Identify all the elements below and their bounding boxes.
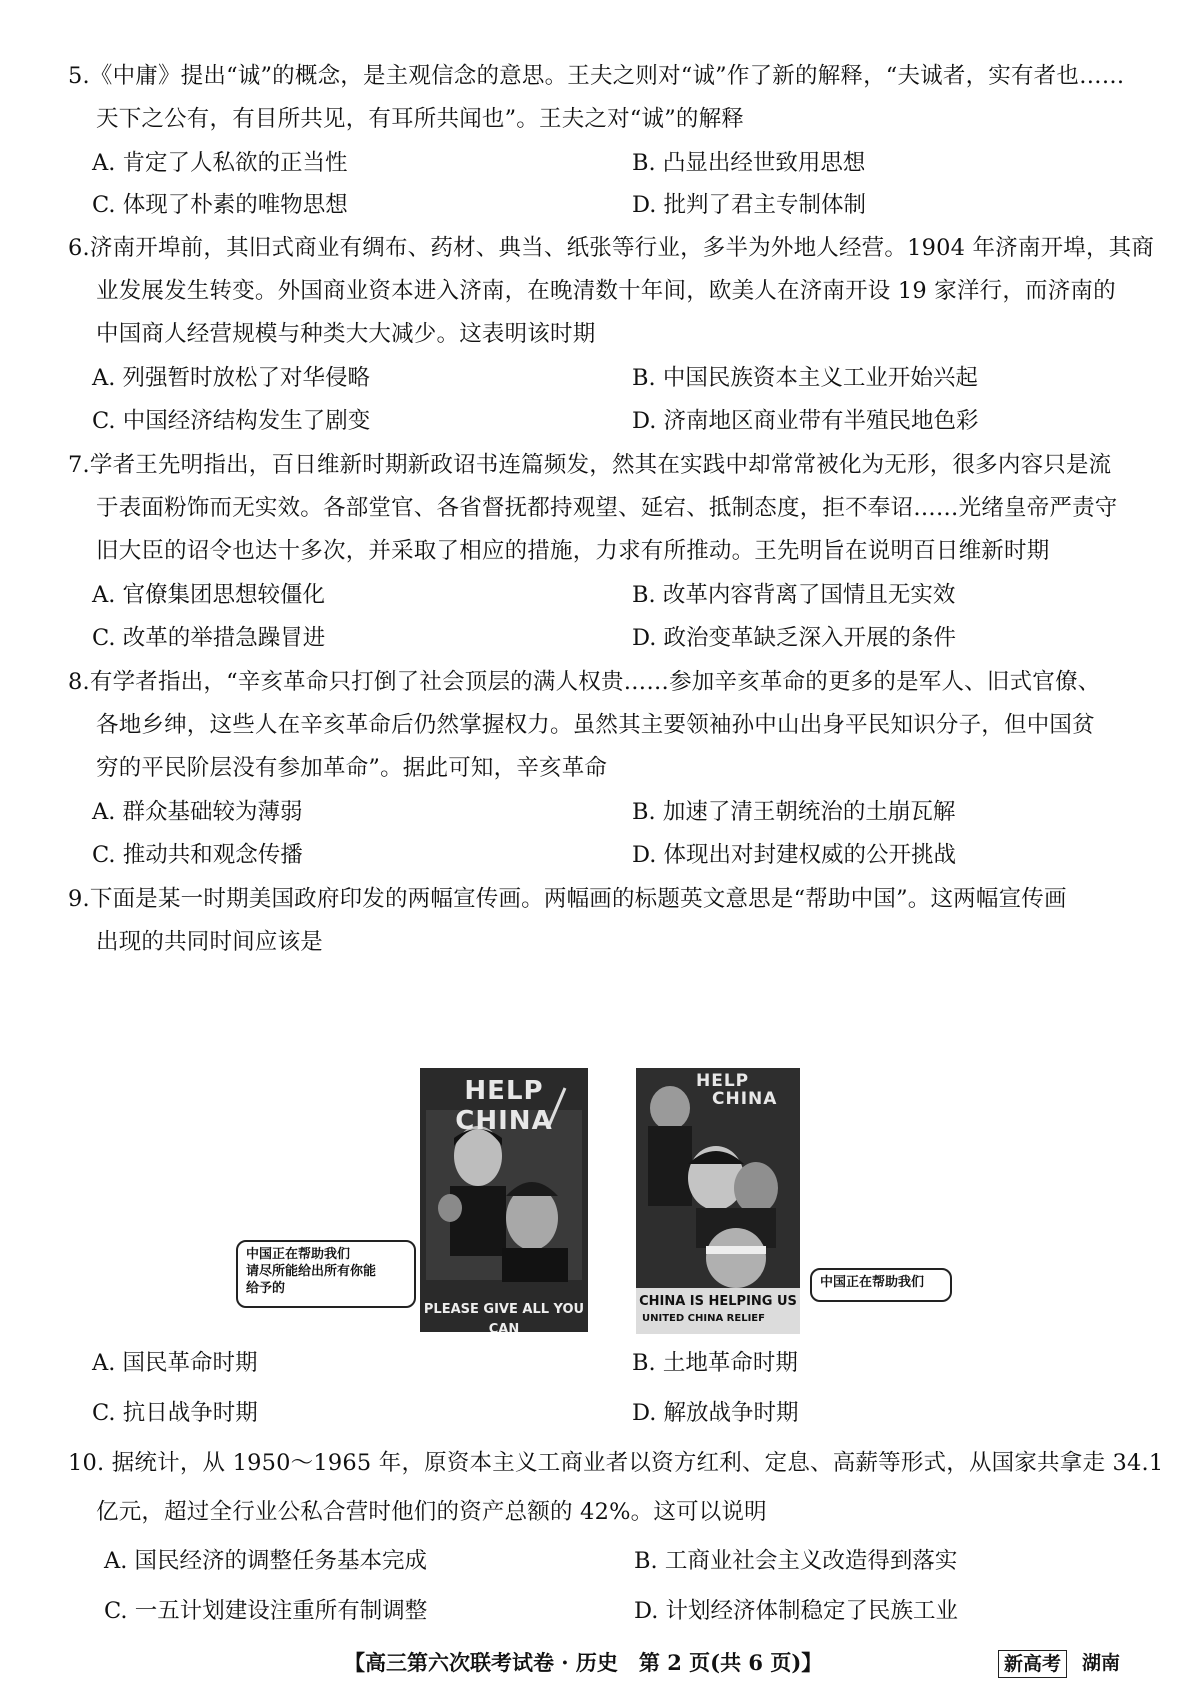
question-5-option-b: B. 凸显出经世致用思想 [632, 150, 866, 176]
question-10-option-a: A. 国民经济的调整任务基本完成 [104, 1548, 428, 1574]
question-8-option-c: C. 推动共和观念传播 [92, 842, 303, 868]
question-8-option-b: B. 加速了清王朝统治的土崩瓦解 [632, 799, 956, 825]
question-7-option-a: A. 官僚集团思想较僵化 [92, 582, 326, 608]
footer-exam-title: 【高三第六次联考试卷 · 历史 第 2 页(共 6 页)】 [344, 1650, 823, 1675]
question-9-option-b: B. 土地革命时期 [632, 1350, 798, 1376]
footer-region: 湖南 [1082, 1652, 1121, 1674]
poster-right-caption: 中国正在帮助我们 [810, 1268, 952, 1302]
question-7-option-d: D. 政治变革缺乏深入开展的条件 [632, 625, 957, 651]
poster-help-china-right [636, 1068, 800, 1334]
poster-left-footer: PLEASE GIVE ALL YOU CAN [423, 1302, 585, 1332]
question-6-option-c: C. 中国经济结构发生了剧变 [92, 408, 371, 434]
question-9-line-1: 9.下面是某一时期美国政府印发的两幅宣传画。两幅画的标题英文意思是“帮助中国”。这两幅宣传画 [68, 886, 1067, 912]
question-10-line-2: 亿元，超过全行业公私合营时他们的资产总额的 42%。这可以说明 [96, 1499, 767, 1525]
poster-left-title: HELP CHINA [455, 1076, 553, 1136]
question-7-line-1: 7.学者王先明指出，百日维新时期新政诏书连篇频发，然其在实践中却常常被化为无形，很多内容只是流 [68, 452, 1112, 478]
page-footer [0, 1646, 1200, 1680]
question-9-line-2: 出现的共同时间应该是 [96, 929, 324, 955]
question-8-line-3: 穷的平民阶层没有参加革命”。据此可知，辛亥革命 [96, 755, 608, 781]
question-5-line-2: 天下之公有，有目所共见，有耳所共闻也”。王夫之对“诚”的解释 [96, 106, 745, 132]
poster-right-footer-line-1: CHINA IS HELPING US [639, 1294, 797, 1309]
question-5-option-d: D. 批判了君主专制体制 [632, 192, 867, 218]
question-5-option-c: C. 体现了朴素的唯物思想 [92, 192, 348, 218]
question-7-line-2: 于表面粉饰而无实效。各部堂官、各省督抚都持观望、延宕、抵制态度，拒不奉诏……光绪皇帝严责守 [96, 495, 1118, 521]
question-9-option-a: A. 国民革命时期 [92, 1350, 258, 1376]
footer-badge: 新高考 [998, 1650, 1067, 1678]
question-6-line-2: 业发展发生转变。外国商业资本进入济南，在晚清数十年间，欧美人在济南开设 19 家洋行，而济南的 [96, 278, 1116, 304]
question-6-line-1: 6.济南开埠前，其旧式商业有绸布、药材、典当、纸张等行业，多半为外地人经营。1904 年济南开埠，其商 [68, 235, 1155, 261]
question-9-option-c: C. 抗日战争时期 [92, 1400, 258, 1426]
question-10-option-c: C. 一五计划建设注重所有制调整 [104, 1598, 428, 1624]
question-8-line-1: 8.有学者指出，“辛亥革命只打倒了社会顶层的满人权贵……参加辛亥革命的更多的是军人、旧式官僚、 [68, 669, 1101, 695]
poster-right-title-line-1: HELP [696, 1071, 750, 1091]
poster-right-title-line-2: CHINA [712, 1089, 778, 1109]
question-10-option-b: B. 工商业社会主义改造得到落实 [634, 1548, 958, 1574]
poster-help-china-left [420, 1068, 588, 1332]
question-9-option-d: D. 解放战争时期 [632, 1400, 799, 1426]
question-6-option-b: B. 中国民族资本主义工业开始兴起 [632, 365, 978, 391]
question-7-option-c: C. 改革的举措急躁冒进 [92, 625, 326, 651]
question-6-option-a: A. 列强暂时放松了对华侵略 [92, 365, 371, 391]
question-10-option-d: D. 计划经济体制稳定了民族工业 [634, 1598, 959, 1624]
question-6-option-d: D. 济南地区商业带有半殖民地色彩 [632, 408, 979, 434]
question-5-line-1: 5.《中庸》提出“诚”的概念，是主观信念的意思。王夫之则对“诚”作了新的解释，“夫诚者，实有者也…… [68, 63, 1125, 89]
poster-right-footer-line-2: UNITED CHINA RELIEF [642, 1313, 765, 1324]
poster-left-caption: 中国正在帮助我们 请尽所能给出所有你能 给予的 [236, 1240, 416, 1308]
question-6-line-3: 中国商人经营规模与种类大大减少。这表明该时期 [96, 321, 596, 347]
question-5-option-a: A. 肯定了人私欲的正当性 [92, 150, 348, 176]
question-7-option-b: B. 改革内容背离了国情且无实效 [632, 582, 956, 608]
question-8-option-d: D. 体现出对封建权威的公开挑战 [632, 842, 957, 868]
question-7-line-3: 旧大臣的诏令也达十多次，并采取了相应的措施，力求有所推动。王先明旨在说明百日维新时期 [96, 538, 1050, 564]
question-8-option-a: A. 群众基础较为薄弱 [92, 799, 303, 825]
question-8-line-2: 各地乡绅，这些人在辛亥革命后仍然掌握权力。虽然其主要领袖孙中山出身平民知识分子，但中国贫 [96, 712, 1095, 738]
question-10-line-1: 10. 据统计，从 1950～1965 年，原资本主义工商业者以资方红利、定息、高薪等形式，从国家共拿走 34.1 [68, 1450, 1164, 1476]
